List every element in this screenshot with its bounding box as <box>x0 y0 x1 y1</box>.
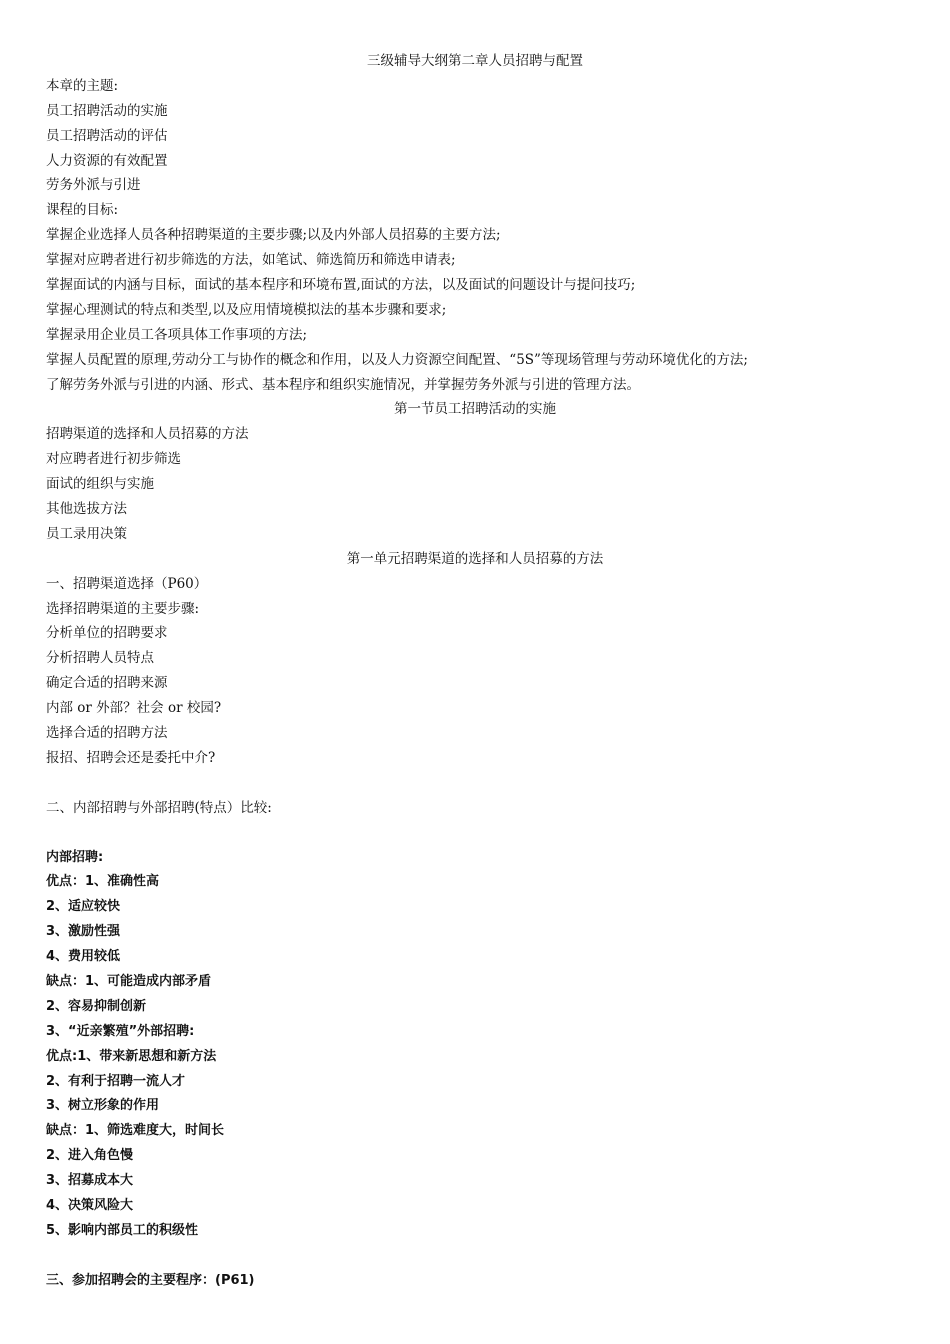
bold-line: 内部招聘: <box>46 849 104 865</box>
bold-line: 优点：1、准确性高 <box>46 874 160 890</box>
bold-line: 优点:1、带来新思想和新方法 <box>46 1048 217 1064</box>
bold-line: 缺点：1、筛选难度大，时间长 <box>46 1123 225 1139</box>
topic-item: 员工招聘活动的评估 <box>46 127 168 144</box>
part-line: 分析单位的招聘要求 <box>46 625 168 642</box>
section-item: 面试的组织与实施 <box>46 476 154 493</box>
bold-line: 3、激励性强 <box>46 924 121 940</box>
topic-item: 劳务外派与引进 <box>46 177 141 194</box>
part-line: 选择合适的招聘方法 <box>46 725 168 742</box>
bold-line: 3、招募成本大 <box>46 1173 134 1189</box>
part-line: 内部 or 外部？社会 or 校园? <box>46 700 222 717</box>
section-item: 对应聘者进行初步筛选 <box>46 451 181 468</box>
goal-item: 掌握心理测试的特点和类型,以及应用情境模拟法的基本步骤和要求; <box>46 301 447 318</box>
bold-line: 3、“近亲繁殖”外部招聘: <box>46 1023 195 1039</box>
document-page <box>46 49 904 1294</box>
part-line: 选择招聘渠道的主要步骤: <box>46 600 200 617</box>
bold-line: 2、有利于招聘一流人才 <box>46 1073 186 1089</box>
goal-item: 掌握录用企业员工各项具体工作事项的方法; <box>46 326 308 343</box>
bold-line: 2、适应较快 <box>46 899 121 915</box>
part-line: 分析招聘人员特点 <box>46 650 154 667</box>
goal-item: 掌握企业选择人员各种招聘渠道的主要步骤;以及内外部人员招募的主要方法; <box>46 227 501 244</box>
part-heading: 三、参加招聘会的主要程序：(P61) <box>46 1272 255 1288</box>
goal-item: 掌握对应聘者进行初步筛选的方法，如笔试、筛选简历和筛选申请表; <box>46 252 456 269</box>
goal-item: 掌握人员配置的原理,劳动分工与协作的概念和作用，以及人力资源空间配置、“5S”等现场管理与劳动环境优化的方法; <box>46 351 748 368</box>
bold-line: 5、影响内部员工的积级性 <box>46 1222 199 1238</box>
goals-heading: 课程的目标: <box>46 202 119 219</box>
goal-item: 了解劳务外派与引进的内涵、形式、基本程序和组织实施情况，并掌握劳务外派与引进的管理方法。 <box>46 376 640 393</box>
section-item: 招聘渠道的选择和人员招募的方法 <box>46 426 249 443</box>
topic-item: 员工招聘活动的实施 <box>46 102 168 119</box>
unit-title: 第一单元招聘渠道的选择和人员招募的方法 <box>346 550 604 567</box>
section-item: 其他选拔方法 <box>46 501 127 518</box>
part-line: 报招、招聘会还是委托中介? <box>46 749 216 766</box>
bold-line: 2、容易抑制创新 <box>46 998 147 1014</box>
blank-line <box>46 821 904 846</box>
part-line: 确定合适的招聘来源 <box>46 675 168 692</box>
bold-line: 2、进入角色慢 <box>46 1148 134 1164</box>
section-title: 第一节员工招聘活动的实施 <box>394 401 556 418</box>
blank-line <box>46 771 904 796</box>
bold-line: 4、费用较低 <box>46 949 121 965</box>
topics-heading: 本章的主题: <box>46 77 119 94</box>
document-title: 三级辅导大纲第二章人员招聘与配置 <box>367 53 583 69</box>
goal-item: 掌握面试的内涵与目标，面试的基本程序和环境布置,面试的方法，以及面试的问题设计与提问技巧; <box>46 277 636 294</box>
blank-line <box>46 1244 904 1269</box>
part-heading: 二、内部招聘与外部招聘(特点）比较: <box>46 799 272 816</box>
part-heading: 一、招聘渠道选择（P60） <box>46 575 208 592</box>
bold-line: 4、决策风险大 <box>46 1197 134 1213</box>
bold-line: 缺点：1、可能造成内部矛盾 <box>46 973 212 989</box>
section-item: 员工录用决策 <box>46 525 127 542</box>
bold-line: 3、树立形象的作用 <box>46 1098 160 1114</box>
topic-item: 人力资源的有效配置 <box>46 152 168 169</box>
